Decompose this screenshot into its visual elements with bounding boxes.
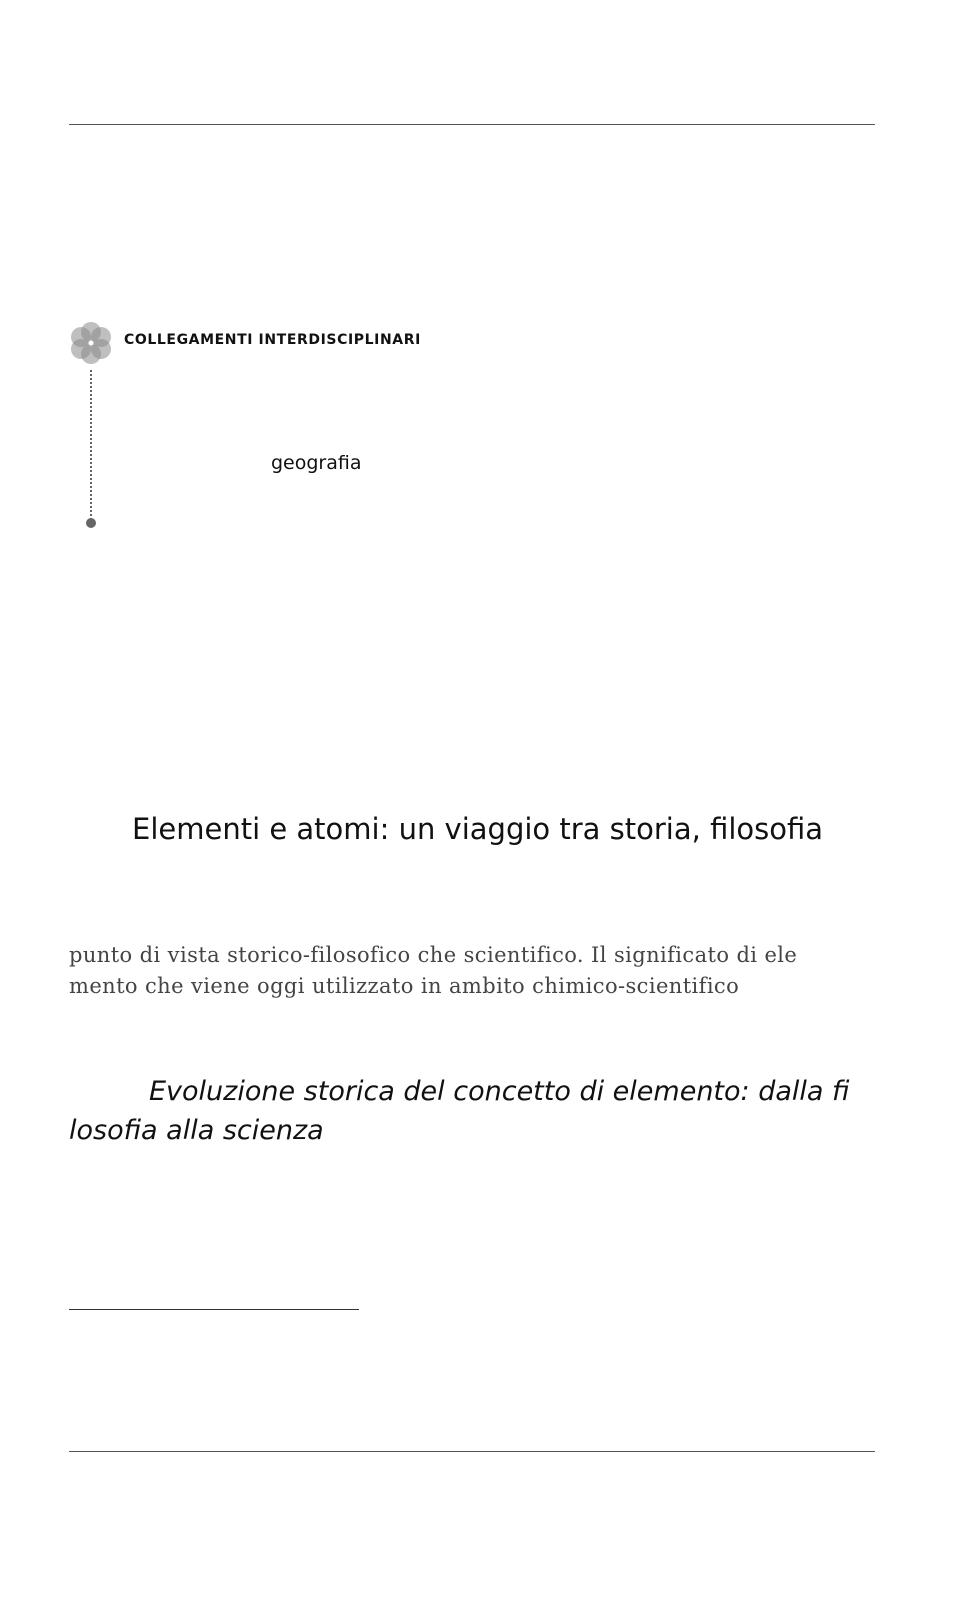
page-heading: Elementi e atomi: un viaggio tra storia, filosofia [132, 812, 824, 846]
section-label: COLLEGAMENTI INTERDISCIPLINARI [124, 332, 421, 348]
body-line: mento che viene oggi utilizzato in ambito chimico-scientifico [69, 974, 740, 998]
sub-heading [69, 1072, 875, 1150]
sub-heading-line-1: Evoluzione storica del concetto di elemento: dalla fi [149, 1076, 850, 1107]
bottom-rule [69, 1451, 875, 1452]
sub-heading-line-2: losofia alla scienza [69, 1115, 324, 1146]
flower-icon [68, 320, 114, 366]
footnote-rule [69, 1309, 359, 1310]
subject-label: geografia [271, 452, 362, 474]
body-paragraph [69, 940, 875, 1002]
body-line: punto di vista storico-filosofico che scientifico. Il significato di ele [69, 943, 798, 967]
top-rule [69, 124, 875, 125]
timeline-end-dot [86, 518, 96, 528]
timeline-dotted-line [90, 370, 92, 520]
